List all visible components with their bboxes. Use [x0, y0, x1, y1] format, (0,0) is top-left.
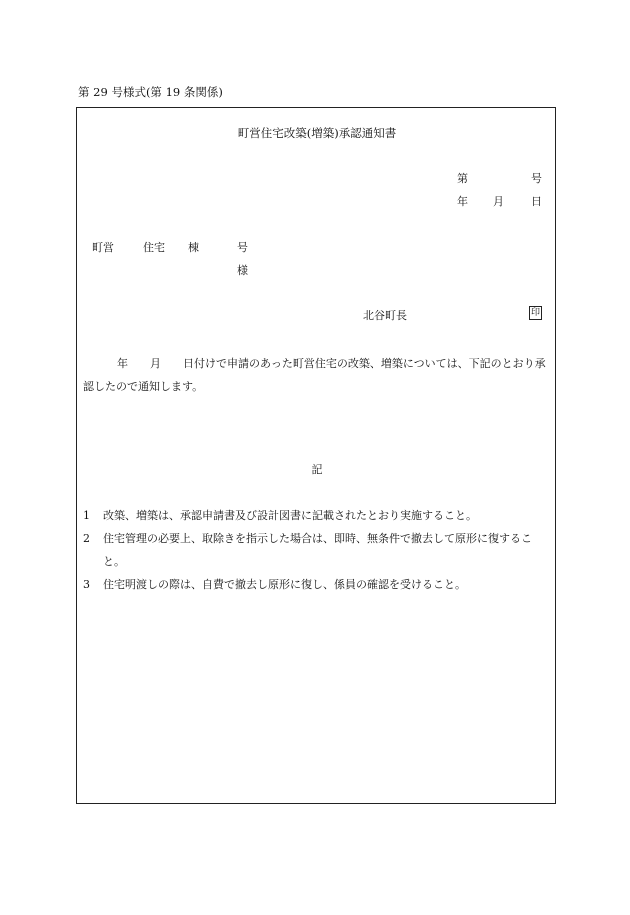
condition-number: 2 — [83, 532, 90, 545]
number-go: 号 — [531, 172, 542, 185]
address-town: 町営 — [92, 241, 114, 254]
number-dai: 第 — [457, 172, 468, 185]
date-month: 月 — [493, 195, 504, 208]
ki-heading: 記 — [311, 463, 323, 476]
condition-number: 1 — [83, 509, 90, 522]
notice-frame — [76, 107, 556, 804]
seal-mark: 印 — [530, 308, 540, 318]
address-honorific: 様 — [237, 264, 248, 277]
date-day: 日 — [531, 195, 542, 208]
condition-item — [83, 573, 551, 596]
address-number: 号 — [237, 241, 248, 254]
condition-item — [83, 504, 551, 527]
date-year: 年 — [457, 195, 468, 208]
condition-text: 住宅明渡しの際は、自費で撤去し原形に復し、係員の確認を受けること。 — [103, 578, 466, 591]
document-title: 町営住宅改築(増築)承認通知書 — [237, 126, 397, 140]
address-building: 棟 — [188, 241, 199, 254]
address-house: 住宅 — [143, 241, 165, 254]
form-label: 第 29 号様式(第 19 条関係) — [78, 85, 223, 99]
notice-body: 年 月 日付けで申請のあった町営住宅の改築、増築については、下記のとおり承認したので通知します。 — [83, 357, 546, 393]
condition-item — [83, 527, 551, 573]
condition-text: 住宅管理の必要上、取除きを指示した場合は、即時、無条件で撤去して原形に復すること。 — [103, 532, 532, 568]
condition-text: 改築、増築は、承認申請書及び設計図書に記載されたとおり実施すること。 — [103, 509, 477, 522]
issuer-mayor: 北谷町長 — [363, 309, 407, 322]
condition-number: 3 — [83, 578, 90, 591]
